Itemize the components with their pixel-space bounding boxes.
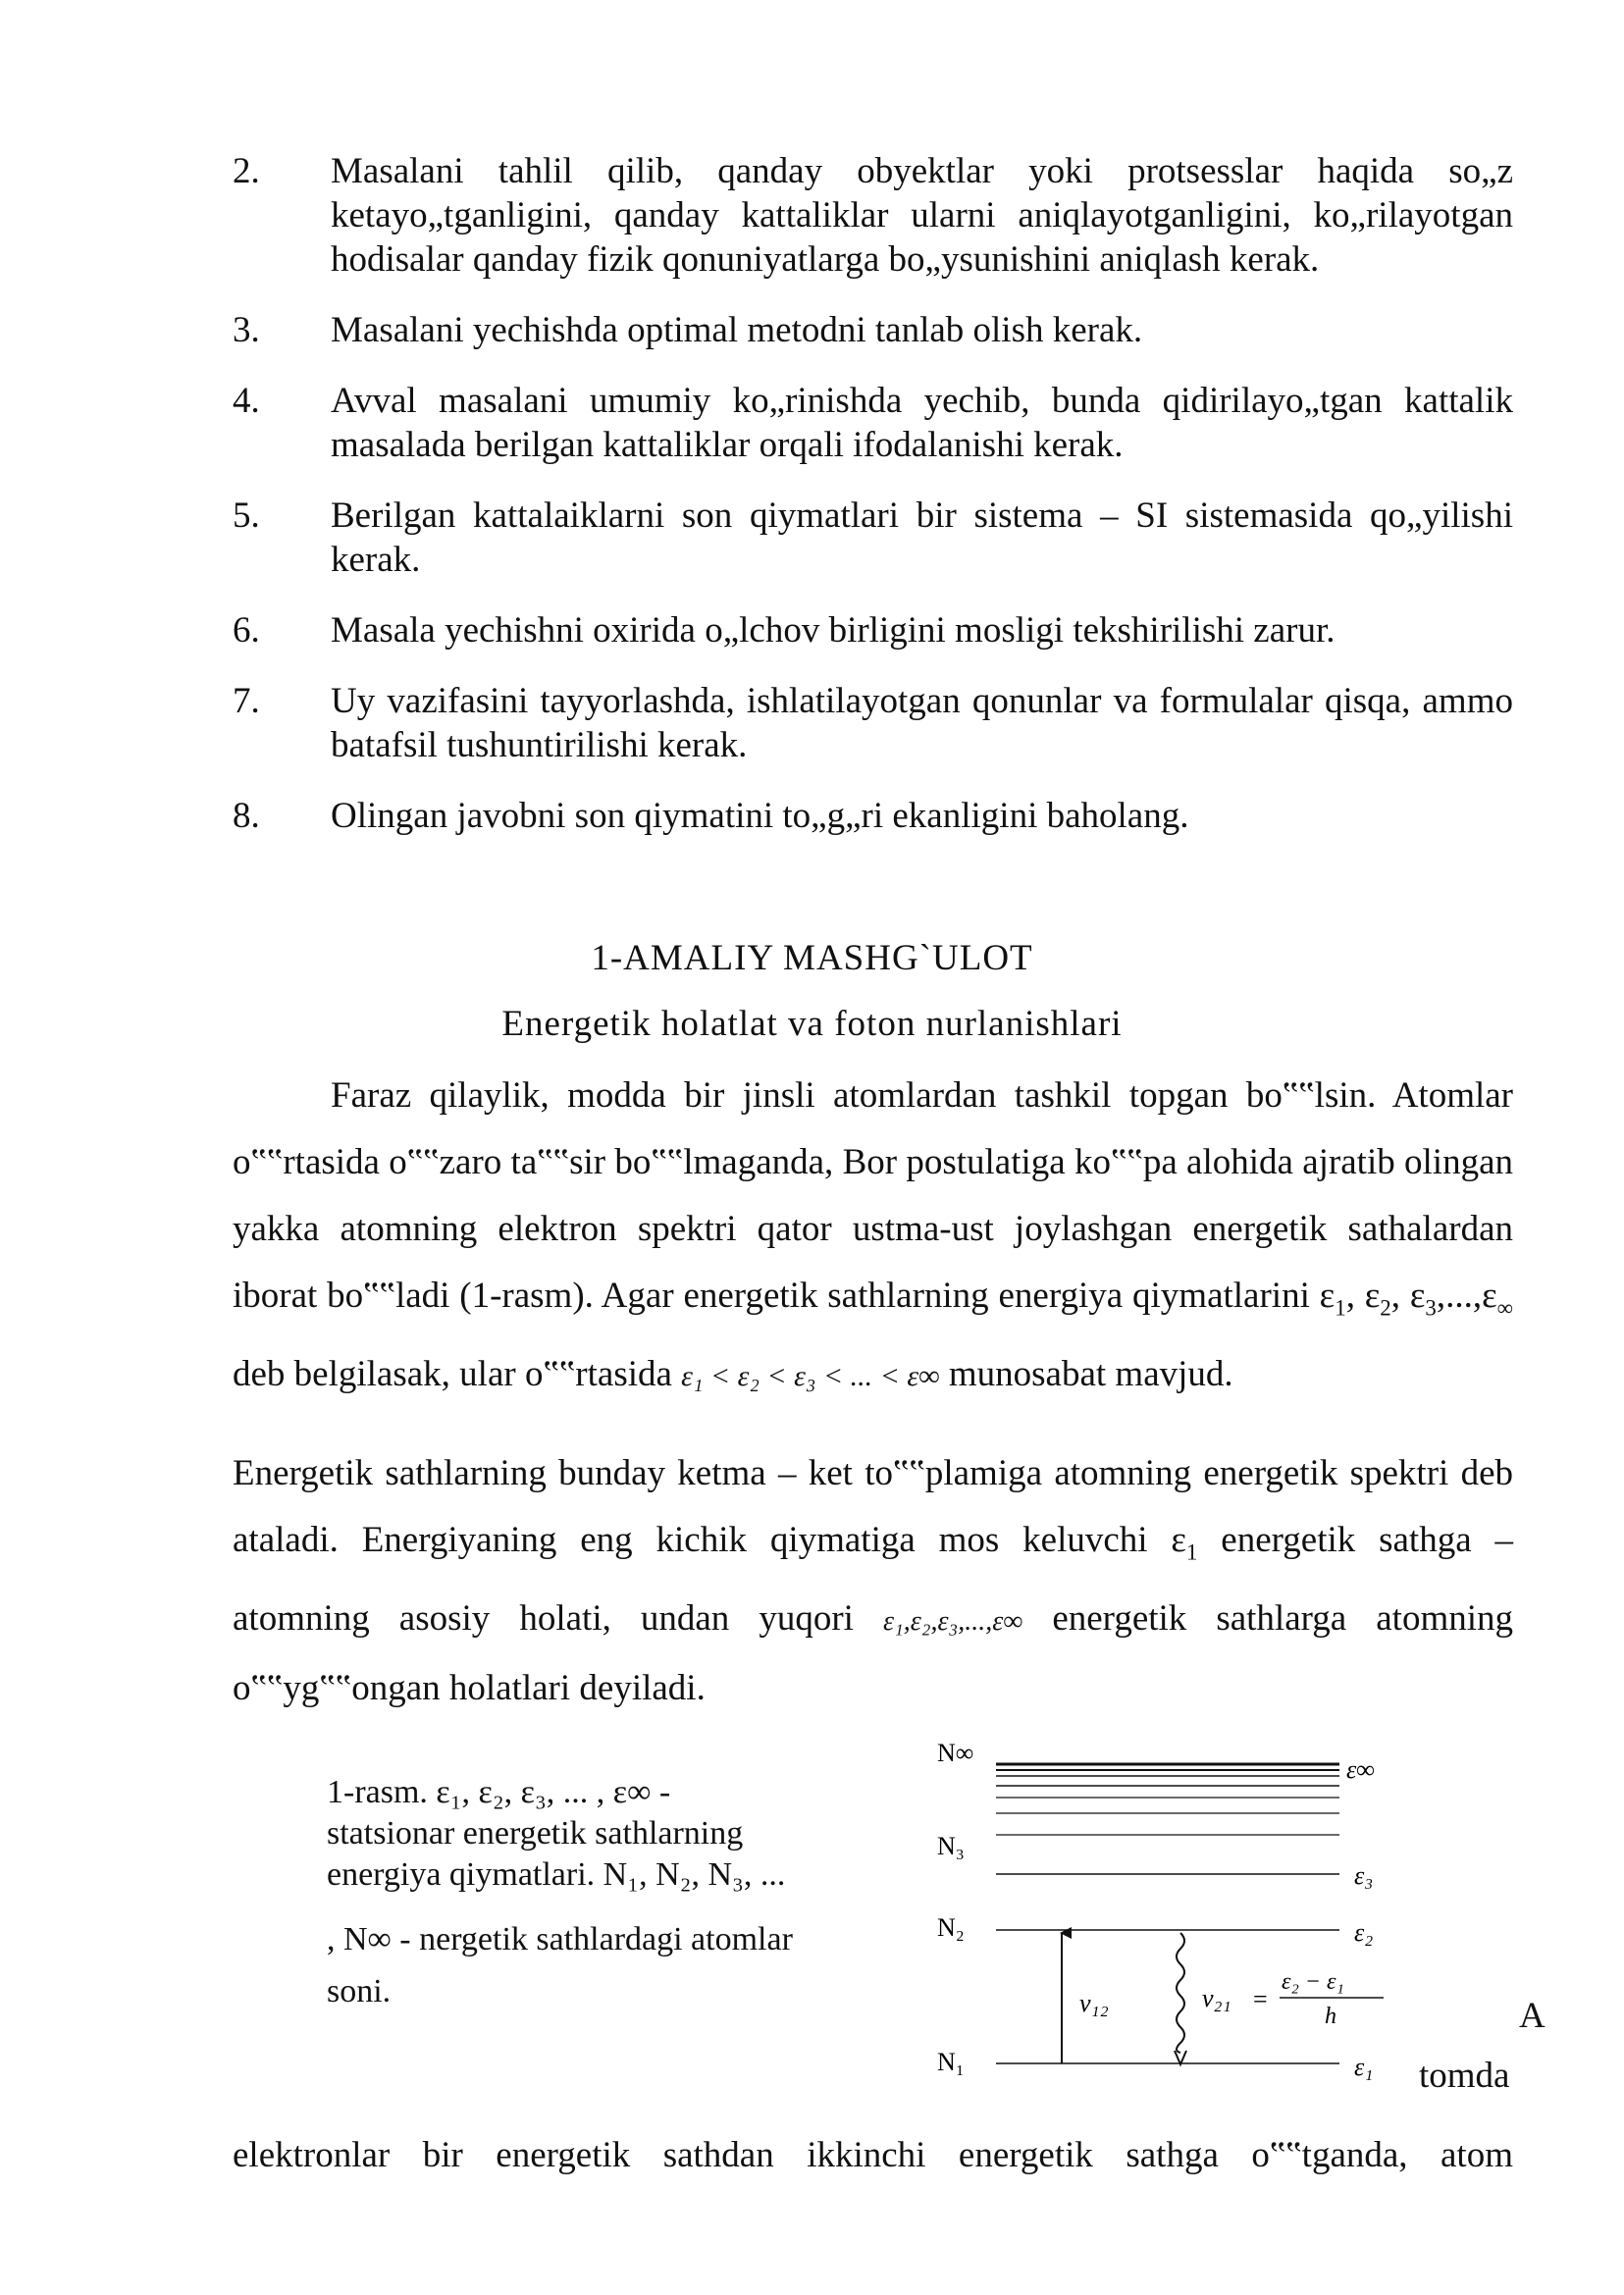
p2-text-a: Energetik sathlarning bunday ketma – ket to‟‟plamiga atomning energetik spektri deb ataladi. Energiyaning eng kichik qiymatiga mos keluvchi ε [233,1453,1513,1560]
list-item [233,494,1513,582]
label-numerator: ε₂ − ε₁ [1282,1969,1344,1995]
label-n1: N₁ [937,2048,965,2076]
inequality-formula: ε₁ < ε₂ < ε₃ < ... < ε∞ [681,1360,940,1393]
section-subtitle: Energetik holatlat va foton nurlanishlari [501,1004,1123,1044]
p2-sub: 1 [1185,1539,1198,1565]
levels-formula: ε₁,ε₂,ε₃,...,ε∞ [882,1606,1023,1638]
energy-level-diagram [922,1737,1413,2100]
list-item [233,149,1513,282]
label-nu12: ν₁₂ [1079,1989,1109,2017]
caption-line: , N∞ - nergetik sathlardagi atomlar [327,1921,793,1957]
p1-text-c: , [1390,1276,1401,1316]
item-number: 4. [233,381,260,421]
p1-sub: ∞ [1496,1295,1514,1321]
label-equals: = [1253,1985,1268,2013]
list-item [233,308,1513,352]
item-text: Masalani yechishda optimal metodni tanlab olish kerak. [331,310,1143,350]
label-n3: N₃ [937,1832,965,1860]
list-item [233,679,1513,767]
label-e1: ε₁ [1354,2053,1374,2081]
paragraph-2 [233,1440,1513,1722]
list-item [233,379,1513,467]
margin-letter: A [1519,1996,1545,2036]
label-e-inf: ε∞ [1346,1755,1375,1784]
p1-text-d: ε [1409,1276,1426,1316]
label-e3: ε₃ [1354,1861,1374,1890]
caption-line: statsionar energetik sathlarning [327,1815,744,1852]
margin-word: tomda [1419,2056,1510,2096]
caption-line: energiya qiymatlari. N₁, N₂, N₃, ... [327,1856,786,1893]
item-text: Masala yechishni oxirida o„lchov birligini mosligi tekshirilishi zarur. [331,610,1336,651]
label-n2: N₂ [937,1913,965,1942]
list-item [233,608,1513,652]
p1-text-b: , ε [1345,1276,1381,1316]
p1-text-g: munosabat mavjud. [939,1354,1233,1395]
p1-text-f: deb belgilasak, ular o‟‟rtasida [233,1354,682,1395]
item-number: 5. [233,496,260,536]
label-denominator: h [1325,2004,1336,2029]
p1-sub: 1 [1335,1295,1346,1321]
item-text: Avval masalani umumiy ko„rinishda yechib, bunda qidirilayo„tgan kattalik masalada berilgan kattaliklar orqali ifodalanishi kerak. [331,381,1513,465]
emission-arrow-head [1175,2051,1186,2064]
last-line: elektronlar bir energetik sathdan ikkinchi energetik sathga o‟‟tganda, atom [233,2135,1513,2175]
item-number: 6. [233,610,260,651]
item-text: Berilgan kattalaiklarni son qiymatlari bir sistema – SI sistemasida qo„yilishi kerak. [331,496,1513,580]
p1-sub: 3 [1425,1295,1437,1321]
item-number: 8. [233,796,260,836]
emission-wavy-arrow [1177,1933,1184,2053]
p2-text-b: energetik sathga – atomning asosiy holati, undan yuqori [233,1520,1513,1640]
caption-line: soni. [327,1973,392,2009]
figure-caption [327,1772,857,1896]
section-title: 1-AMALIY MASHG`ULOT [591,938,1033,978]
label-n-inf: N∞ [937,1739,974,1767]
label-e2: ε₂ [1354,1918,1374,1947]
item-number: 3. [233,310,260,350]
item-number: 2. [233,151,260,191]
paragraph-2-text [233,1440,1513,1722]
item-text: Olingan javobni son qiymatini to„g„ri ekanligini baholang. [331,796,1189,836]
p1-sub: 2 [1380,1295,1391,1321]
paragraph-1-text [233,1063,1513,1410]
item-text: Uy vazifasini tayyorlashda, ishlatilayotgan qonunlar va formulalar qisqa, ammo batafsil tushuntirilishi kerak. [331,681,1513,765]
list-item [233,794,1513,838]
label-nu21: ν₂₁ [1202,1984,1231,2012]
p1-text-a: Faraz qilaylik, modda bir jinsli atomlardan tashkil topgan bo‟‟lsin. Atomlar o‟‟rtasida o‟‟zaro ta‟‟sir bo‟‟lmaganda, Bor postulatiga ko‟‟pa alohida ajratib olingan yakka atomning elektron spektri qator ustma-ust joylashgan energetik sathalardan iborat bo‟‟ladi (1-rasm). Agar energetik sathlarning energiya qiymatlarini ε [233,1075,1513,1316]
item-number: 7. [233,681,260,721]
item-text: Masalani tahlil qilib, qanday obyektlar yoki protsesslar haqida so„z ketayo„tganligini, qanday kattaliklar ularni aniqlayotganligini, ko„rilayotgan hodisalar qanday fizik qonuniyatlarga bo„ysunishini aniqlash kerak. [331,151,1513,280]
instruction-list [233,149,1513,864]
caption-line: 1-rasm. ε₁, ε₂, ε₃, ... , ε∞ - [327,1774,671,1810]
p1-text-e: ,...,ε [1436,1276,1497,1316]
paragraph-1 [233,1063,1513,1410]
p2-text-c: energetik sathlarga atomning o‟‟yg‟‟ongan holatlari deyiladi. [233,1598,1514,1709]
